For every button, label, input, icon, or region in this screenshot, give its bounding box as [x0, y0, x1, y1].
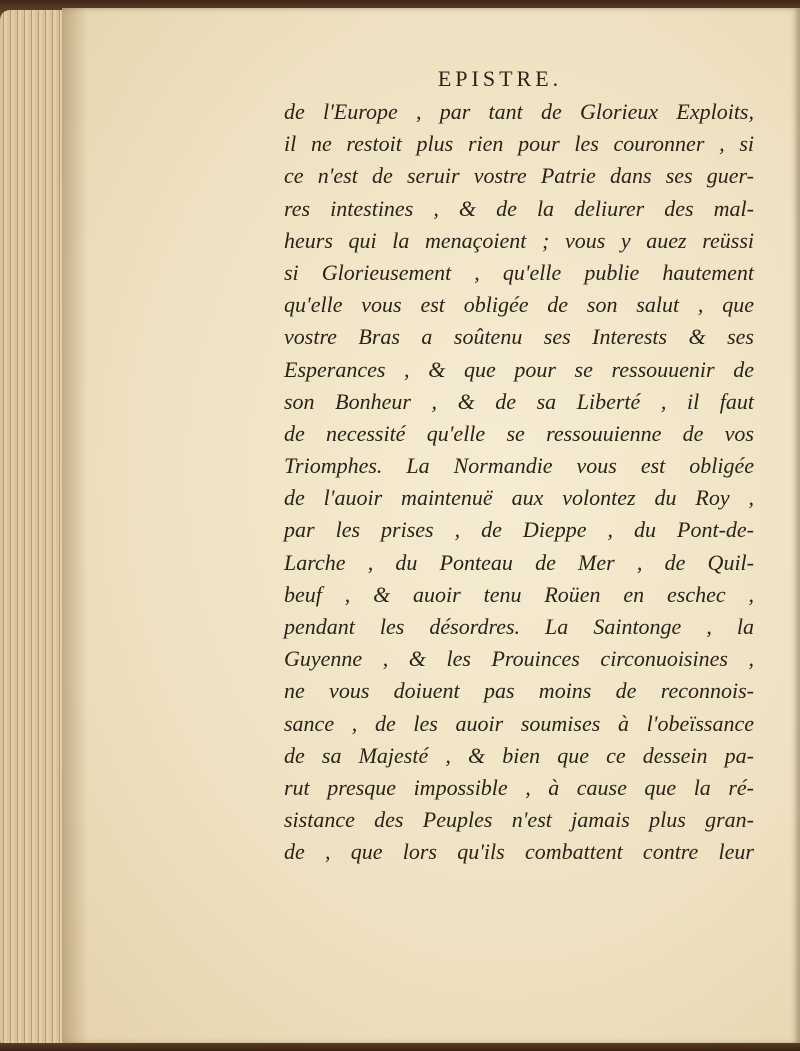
- text-line: Larche , du Ponteau de Mer , de Quil-: [284, 549, 754, 575]
- text-line: il ne restoit plus rien pour les couronner , si: [284, 131, 754, 157]
- text-line: de sa Majesté , & bien que ce dessein pa-: [284, 742, 754, 768]
- text-line: vostre Bras a soûtenu ses Interests & ses: [284, 324, 754, 350]
- page-edges: [0, 10, 70, 1050]
- text-line: Guyenne , & les Prouinces circonuoisines ,: [284, 646, 754, 672]
- text-line: de necessité qu'elle se ressouuienne de vos: [284, 420, 754, 446]
- text-line: de l'Europe , par tant de Glorieux Exploits,: [284, 99, 754, 124]
- text-line: rut presque impossible , à cause que la ré-: [284, 774, 754, 800]
- text-line: de , que lors qu'ils combattent contre leur: [284, 839, 754, 865]
- text-line: qu'elle vous est obligée de son salut , que: [284, 292, 754, 318]
- text-line: de l'auoir maintenuë aux volontez du Roy ,: [284, 485, 754, 511]
- text-line: beuf , & auoir tenu Roüen en eschec ,: [284, 581, 754, 607]
- text-line: ne vous doiuent pas moins de reconnois-: [284, 678, 754, 704]
- text-line: res intestines , & de la deliurer des mal-: [284, 195, 754, 221]
- text-line: sistance des Peuples n'est jamais plus gran-: [284, 807, 754, 833]
- text-line: heurs qui la menaçoient ; vous y auez reüssi: [284, 227, 754, 253]
- text-line: si Glorieusement , qu'elle publie hautement: [284, 259, 754, 285]
- text-line: ce n'est de seruir vostre Patrie dans ses guer-: [284, 163, 754, 189]
- book-binding-bottom: [0, 1043, 800, 1051]
- text-line: Triomphes. La Normandie vous est obligée: [284, 453, 754, 479]
- running-header: EPISTRE.: [437, 66, 563, 91]
- body-text: [284, 96, 754, 869]
- text-line: pendant les désordres. La Saintonge , la: [284, 614, 754, 639]
- text-line: son Bonheur , & de sa Liberté , il faut: [284, 388, 754, 414]
- page-gutter-shadow: [62, 8, 88, 1044]
- text-line: Esperances , & que pour se ressouuenir de: [284, 356, 754, 382]
- text-line: sance , de les auoir soumises à l'obeïssance: [284, 710, 754, 736]
- text-line: par les prises , de Dieppe , du Pont-de-: [284, 517, 754, 543]
